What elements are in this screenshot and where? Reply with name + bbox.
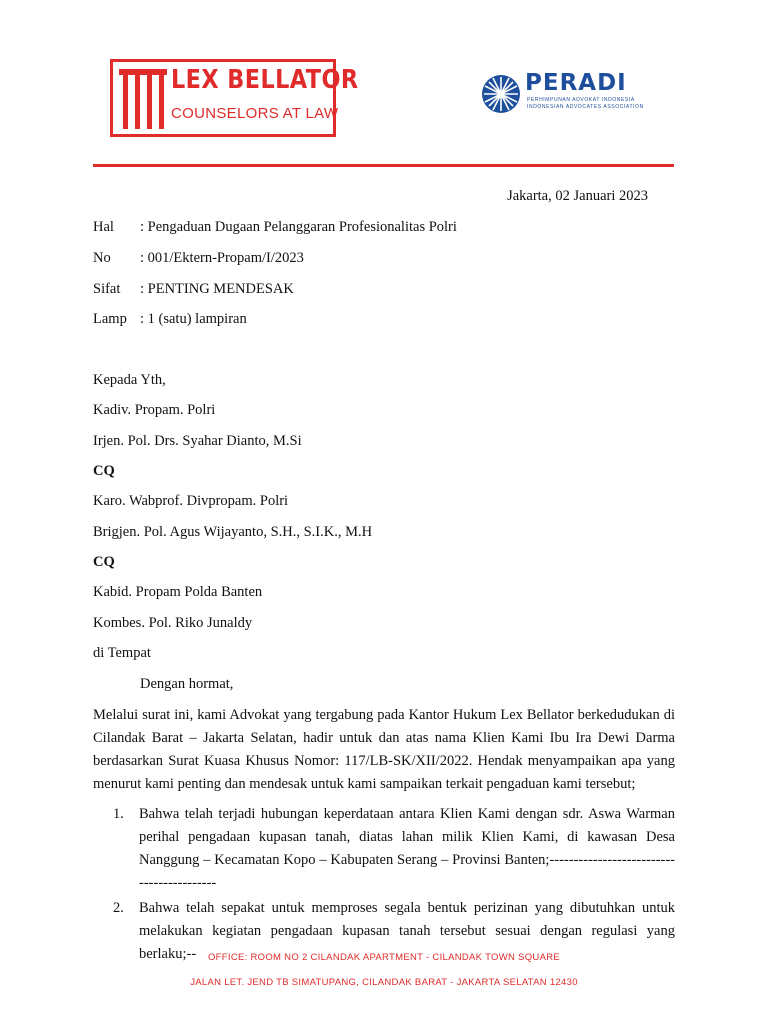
list-item <box>93 803 675 895</box>
recipient-line: di Tempat <box>93 645 151 661</box>
lex-bellator-logo <box>110 59 359 137</box>
footer-address-line-1: OFFICE: ROOM NO 2 CILANDAK APARTMENT - CILANDAK TOWN SQUARE <box>207 952 560 963</box>
recipient-line: Karo. Wabprof. Divpropam. Polri <box>93 493 289 509</box>
meta-value-hal: : Pengaduan Dugaan Pelanggaran Profesionalitas Polri <box>140 219 457 235</box>
meta-key-sifat: Sifat <box>93 281 121 297</box>
list-item-text: Bahwa telah sepakat untuk memproses segala bentuk perizinan yang dibutuhkan untuk melakukan kegiatan pengadaan kupasan tanah tersebut sesuai dengan regulasi yang berlaku;-- <box>139 900 675 962</box>
recipient-line: Kabid. Propam Polda Banten <box>93 584 263 600</box>
peradi-subtitle-en: INDONESIAN ADVOCATES ASSOCIATION <box>527 104 644 110</box>
header-divider <box>93 164 674 167</box>
recipient-line: Kadiv. Propam. Polri <box>93 402 216 418</box>
recipient-line: Brigjen. Pol. Agus Wijayanto, S.H., S.I.K., M.H <box>93 524 373 540</box>
logo-tagline: COUNSELORS AT LAW <box>171 105 339 122</box>
meta-value-no: : 001/Ektern-Propam/I/2023 <box>140 250 304 266</box>
meta-value-lamp: : 1 (satu) lampiran <box>140 311 247 327</box>
list-item-number: 2. <box>113 900 124 916</box>
meta-key-lamp: Lamp <box>93 311 127 327</box>
recipient-line: Kepada Yth, <box>93 372 166 388</box>
peradi-wordmark: PERADI <box>525 70 627 96</box>
list-item-number: 1. <box>113 806 124 822</box>
recipient-cq: CQ <box>93 554 115 570</box>
letter-date: Jakarta, 02 Januari 2023 <box>507 188 648 204</box>
recipient-cq: CQ <box>93 463 115 479</box>
peradi-emblem-icon <box>481 74 521 114</box>
footer-address-line-2: JALAN LET. JEND TB SIMATUPANG, CILANDAK BARAT - JAKARTA SELATAN 12430 <box>190 977 578 988</box>
numbered-list <box>93 803 675 966</box>
greeting: Dengan hormat, <box>140 676 234 692</box>
recipient-line: Kombes. Pol. Riko Junaldy <box>93 615 253 631</box>
list-item-text: Bahwa telah terjadi hubungan keperdataan antara Klien Kami dengan sdr. Aswa Warman perihal pengadaan kupasan tanah, diatas lahan milik Klien Kami, di kawasan Desa Nanggung – Kecamatan Kopo – Kabupaten Serang – Provinsi Banten;------------------------------------------ <box>139 806 675 891</box>
pillars-icon <box>117 67 171 131</box>
meta-value-sifat: : PENTING MENDESAK <box>140 281 294 297</box>
peradi-logo <box>481 72 646 114</box>
meta-key-no: No <box>93 250 111 266</box>
logo-name: LEX BELLATOR <box>171 65 359 95</box>
peradi-subtitle-id: PERHIMPUNAN ADVOKAT INDONESIA <box>527 97 635 103</box>
recipient-line: Irjen. Pol. Drs. Syahar Dianto, M.Si <box>93 433 302 449</box>
intro-paragraph: Melalui surat ini, kami Advokat yang tergabung pada Kantor Hukum Lex Bellator berkedudukan di Cilandak Barat – Jakarta Selatan, hadir untuk dan atas nama Klien Kami Ibu Ira Dewi Darma berdasarkan Surat Kuasa Khusus Nomor: 117/LB-SK/XII/2022. Hendak menyampaikan apa yang menurut kami penting dan mendesak untuk kami sampaikan terkait pengaduan kami tersebut; <box>93 707 675 792</box>
meta-key-hal: Hal <box>93 219 114 235</box>
